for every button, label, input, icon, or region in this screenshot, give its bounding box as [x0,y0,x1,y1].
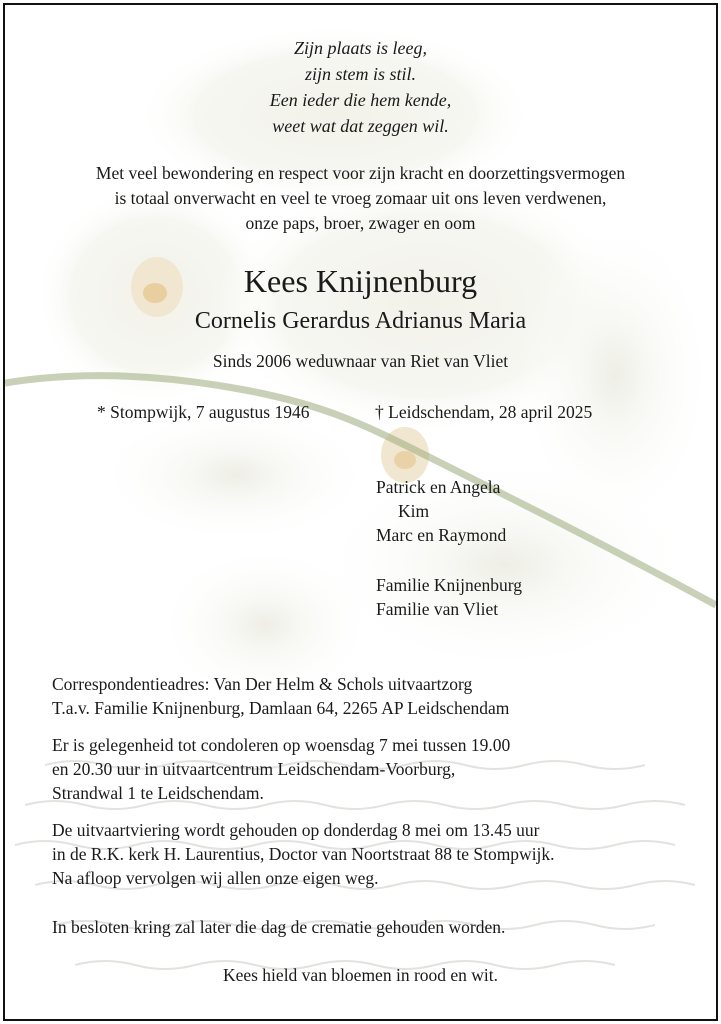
poem-line: Zijn plaats is leeg, [293,38,427,58]
widower-line: Sinds 2006 weduwnaar van Riet van Vliet [212,351,509,371]
intro-line: Met veel bewondering en respect voor zijn kracht en doorzettingsvermogen [95,163,626,183]
family-member: Patrick en Angela [376,477,501,497]
birth-date: * Stompwijk, 7 augustus 1946 [97,402,310,422]
funeral-line: De uitvaartviering wordt gehouden op donderdag 8 mei om 13.45 uur [52,820,540,840]
poem-line: zijn stem is stil. [304,64,416,84]
deceased-full-name: Cornelis Gerardus Adrianus Maria [194,308,527,334]
death-date: † Leidschendam, 28 april 2025 [375,402,593,422]
cremation-line: In besloten kring zal later die dag de crematie gehouden worden. [52,917,506,937]
intro-line: is totaal onverwacht en veel te vroeg zomaar uit ons leven verdwenen, [114,188,607,208]
obituary-content [5,5,716,1019]
family-member: Marc en Raymond [376,525,507,545]
intro-line: onze paps, broer, zwager en oom [245,213,476,233]
condolence-line: Strandwal 1 te Leidschendam. [52,783,264,803]
family-member: Familie Knijnenburg [376,575,522,595]
obituary-card [3,3,718,1021]
poem-line: Een ieder die hem kende, [269,90,452,110]
family-member: Kim [398,501,430,521]
correspondence-line: Correspondentieadres: Van Der Helm & Schols uitvaartzorg [52,674,473,694]
correspondence-line: T.a.v. Familie Knijnenburg, Damlaan 64, 2265 AP Leidschendam [52,698,510,718]
family-member: Familie van Vliet [376,599,499,619]
poem-line: weet wat dat zeggen wil. [272,116,449,136]
condolence-line: Er is gelegenheid tot condoleren op woensdag 7 mei tussen 19.00 [52,735,511,755]
funeral-line: in de R.K. kerk H. Laurentius, Doctor van Noortstraat 88 te Stompwijk. [52,844,555,864]
condolence-line: en 20.30 uur in uitvaartcentrum Leidschendam-Voorburg, [52,759,456,779]
deceased-name: Kees Knijnenburg [243,263,478,299]
funeral-line: Na afloop vervolgen wij allen onze eigen weg. [52,868,379,888]
closing-line: Kees hield van bloemen in rood en wit. [222,965,499,985]
